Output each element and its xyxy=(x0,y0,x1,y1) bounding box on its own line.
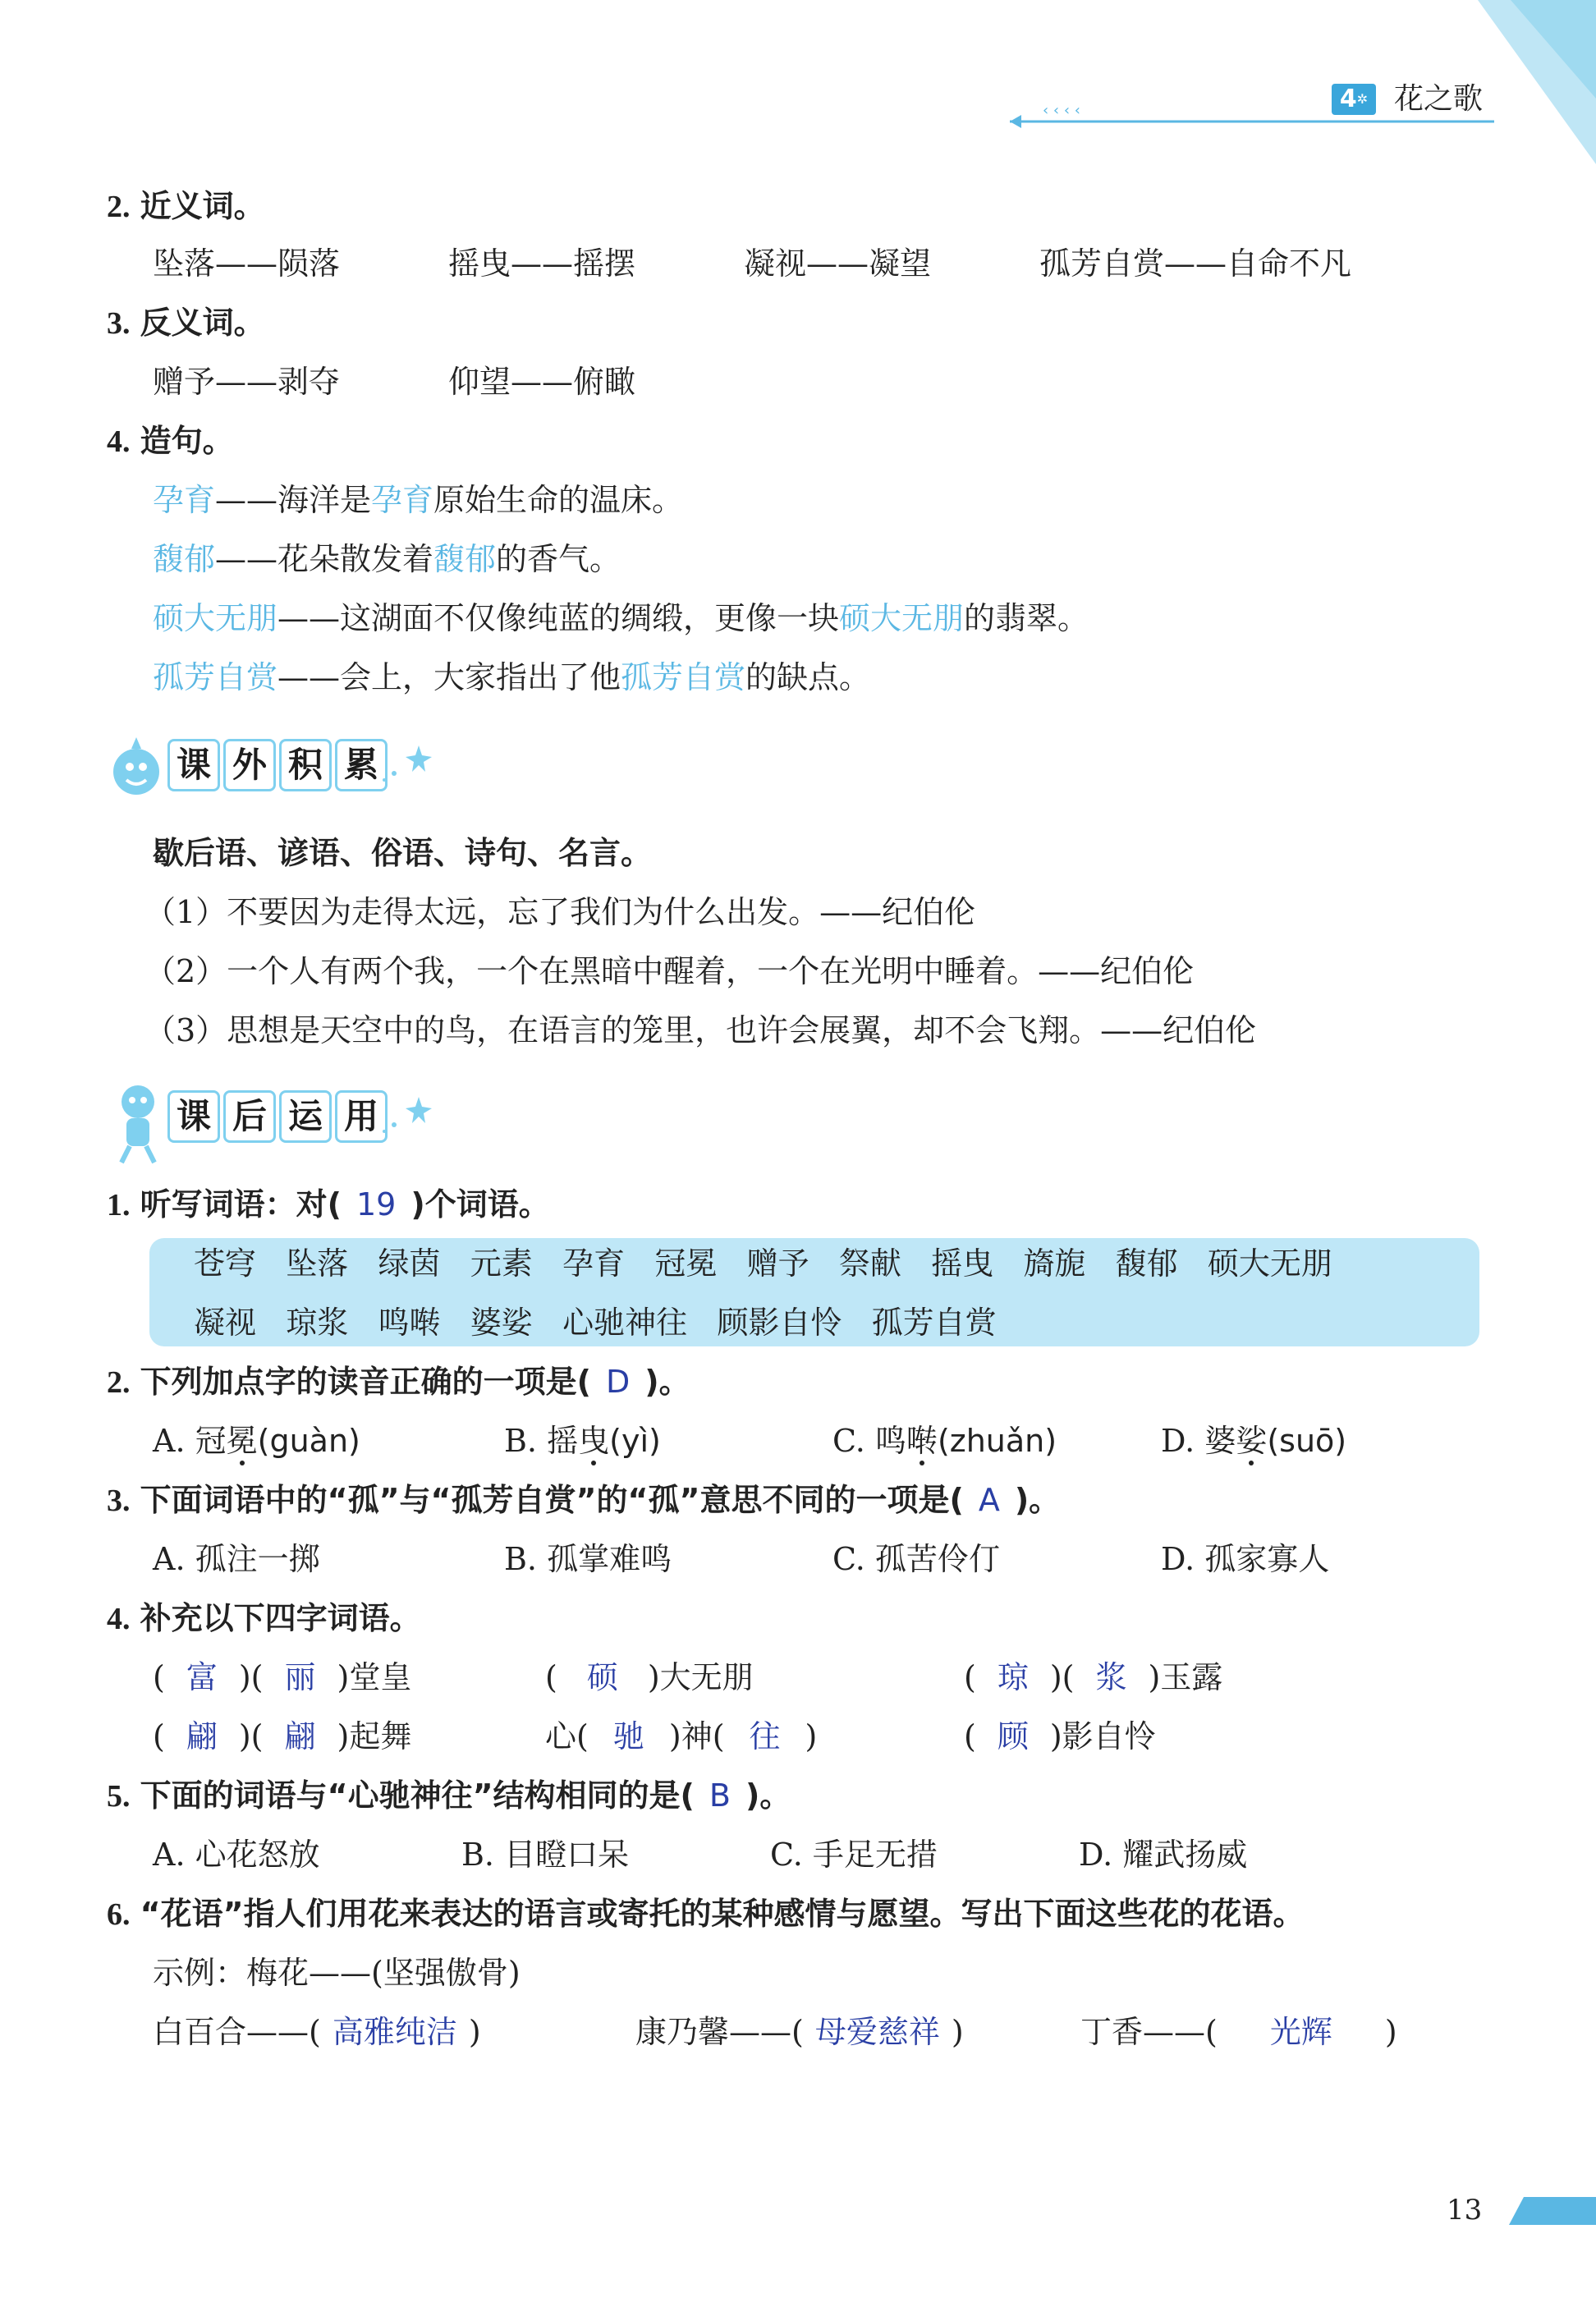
question-4: 4. 补充以下四字词语。 xyxy=(107,1600,421,1636)
section-title-extra: 课 外 积 累 xyxy=(167,739,391,791)
unit-badge: 4✲ xyxy=(1332,84,1376,115)
sentence-item: 孤芳自赏——会上，大家指出了他孤芳自赏的缺点。 xyxy=(153,659,871,695)
dictation-row-2: 凝视 琼浆 鸣啭 婆娑 心驰神往 顾影自怜 孤芳自赏 xyxy=(194,1305,997,1341)
quote-item: （2）一个人有两个我，一个在黑暗中醒着，一个在光明中睡着。——纪伯伦 xyxy=(144,953,1195,989)
antonyms-heading: 3. 反义词。 xyxy=(107,305,265,341)
header-decoration xyxy=(969,0,1596,181)
flower-item: 康乃馨——( 母爱慈祥 ) xyxy=(635,2014,964,2050)
question-1: 1. 听写词语：对( 19 )个词语。 xyxy=(107,1186,550,1222)
unit-title: 花之歌 xyxy=(1394,82,1484,116)
footer-tab-decoration xyxy=(1509,2197,1596,2225)
sentences-heading: 4. 造句。 xyxy=(107,423,234,459)
option-b: B. 摇曳(yì) xyxy=(504,1423,661,1459)
question-3: 3. 下面词语中的“孤”与“孤芳自赏”的“孤”意思不同的一项是( A )。 xyxy=(107,1482,1061,1518)
option-a: A. 孤注一掷 xyxy=(153,1541,320,1577)
flower-item: 白百合——( 高雅纯洁 ) xyxy=(153,2014,481,2050)
synonym-pair: 孤芳自赏——自命不凡 xyxy=(1039,245,1352,282)
quote-item: （1）不要因为走得太远，忘了我们为什么出发。——纪伯伦 xyxy=(144,894,976,930)
sparkle-icon xyxy=(378,737,435,787)
answer-q3: A xyxy=(978,1482,1000,1518)
synonym-pair: 凝视——凝望 xyxy=(744,245,932,282)
page-number: 13 xyxy=(1447,2194,1483,2227)
idiom-blank-4: ( 翩 )( 翩 )起舞 xyxy=(153,1718,412,1754)
sentence-item: 硕大无朋——这湖面不仅像纯蓝的绸缎，更像一块硕大无朋的翡翠。 xyxy=(153,600,1089,636)
option-d: D. 耀武扬威 xyxy=(1079,1837,1248,1873)
antonym-pair: 赠予——剥夺 xyxy=(153,364,341,400)
option-b: B. 目瞪口呆 xyxy=(461,1837,630,1873)
question-2: 2. 下列加点字的读音正确的一项是( D )。 xyxy=(107,1364,690,1400)
quote-item: （3）思想是天空中的鸟，在语言的笼里，也许会展翼，却不会飞翔。——纪伯伦 xyxy=(144,1012,1257,1048)
svg-text:‹ ‹ ‹ ‹: ‹ ‹ ‹ ‹ xyxy=(1043,102,1080,119)
idiom-blank-1: ( 富 )( 丽 )堂皇 xyxy=(153,1659,412,1695)
answer-q5: B xyxy=(709,1777,731,1814)
option-c: C. 孤苦伶仃 xyxy=(832,1541,1000,1577)
idiom-blank-3: ( 琼 )( 浆 )玉露 xyxy=(964,1659,1223,1695)
option-a: A. 冠冕(guàn) xyxy=(153,1423,360,1459)
antonym-pair: 仰望——俯瞰 xyxy=(448,364,636,400)
sentence-item: 孕育——海洋是孕育原始生命的温床。 xyxy=(153,482,684,518)
question-6: 6. “花语”指人们用花来表达的语言或寄托的某种感情与愿望。写出下面这些花的花语。 xyxy=(107,1896,1305,1932)
option-a: A. 心花怒放 xyxy=(153,1837,320,1873)
idiom-blank-5: 心( 驰 )神( 往 ) xyxy=(545,1718,818,1754)
synonym-pair: 摇曳——摇摆 xyxy=(448,245,636,282)
option-d: D. 婆娑(suō) xyxy=(1161,1423,1347,1459)
option-b: B. 孤掌难鸣 xyxy=(504,1541,672,1577)
synonym-pair: 坠落——陨落 xyxy=(153,245,341,282)
dictation-row-1: 苍穹 坠落 绿茵 元素 孕育 冠冕 赠予 祭献 摇曳 旖旎 馥郁 硕大无朋 xyxy=(194,1245,1332,1282)
question-5: 5. 下面的词语与“心驰神往”结构相同的是( B )。 xyxy=(107,1777,791,1814)
mascot-icon xyxy=(105,729,171,811)
answer-q1: 19 xyxy=(355,1186,397,1222)
q6-example: 示例：梅花——(坚强傲骨) xyxy=(153,1955,521,1991)
sparkle-icon xyxy=(378,1089,435,1138)
flower-item: 丁香——( 光辉 ) xyxy=(1080,2014,1397,2050)
idiom-blank-2: ( 硕 )大无朋 xyxy=(545,1659,754,1695)
option-c: C. 鸣啭(zhuǎn) xyxy=(832,1423,1057,1459)
mascot-icon xyxy=(105,1077,171,1167)
sentence-item: 馥郁——花朵散发着馥郁的香气。 xyxy=(153,541,621,577)
answer-q2: D xyxy=(605,1364,631,1400)
option-d: D. 孤家寡人 xyxy=(1161,1541,1330,1577)
synonyms-heading: 2. 近义词。 xyxy=(107,188,265,224)
option-c: C. 手足无措 xyxy=(770,1837,938,1873)
extra-intro: 歇后语、谚语、俗语、诗句、名言。 xyxy=(153,835,653,871)
idiom-blank-6: ( 顾 )影自怜 xyxy=(964,1718,1156,1754)
section-title-after: 课 后 运 用 xyxy=(167,1090,391,1143)
